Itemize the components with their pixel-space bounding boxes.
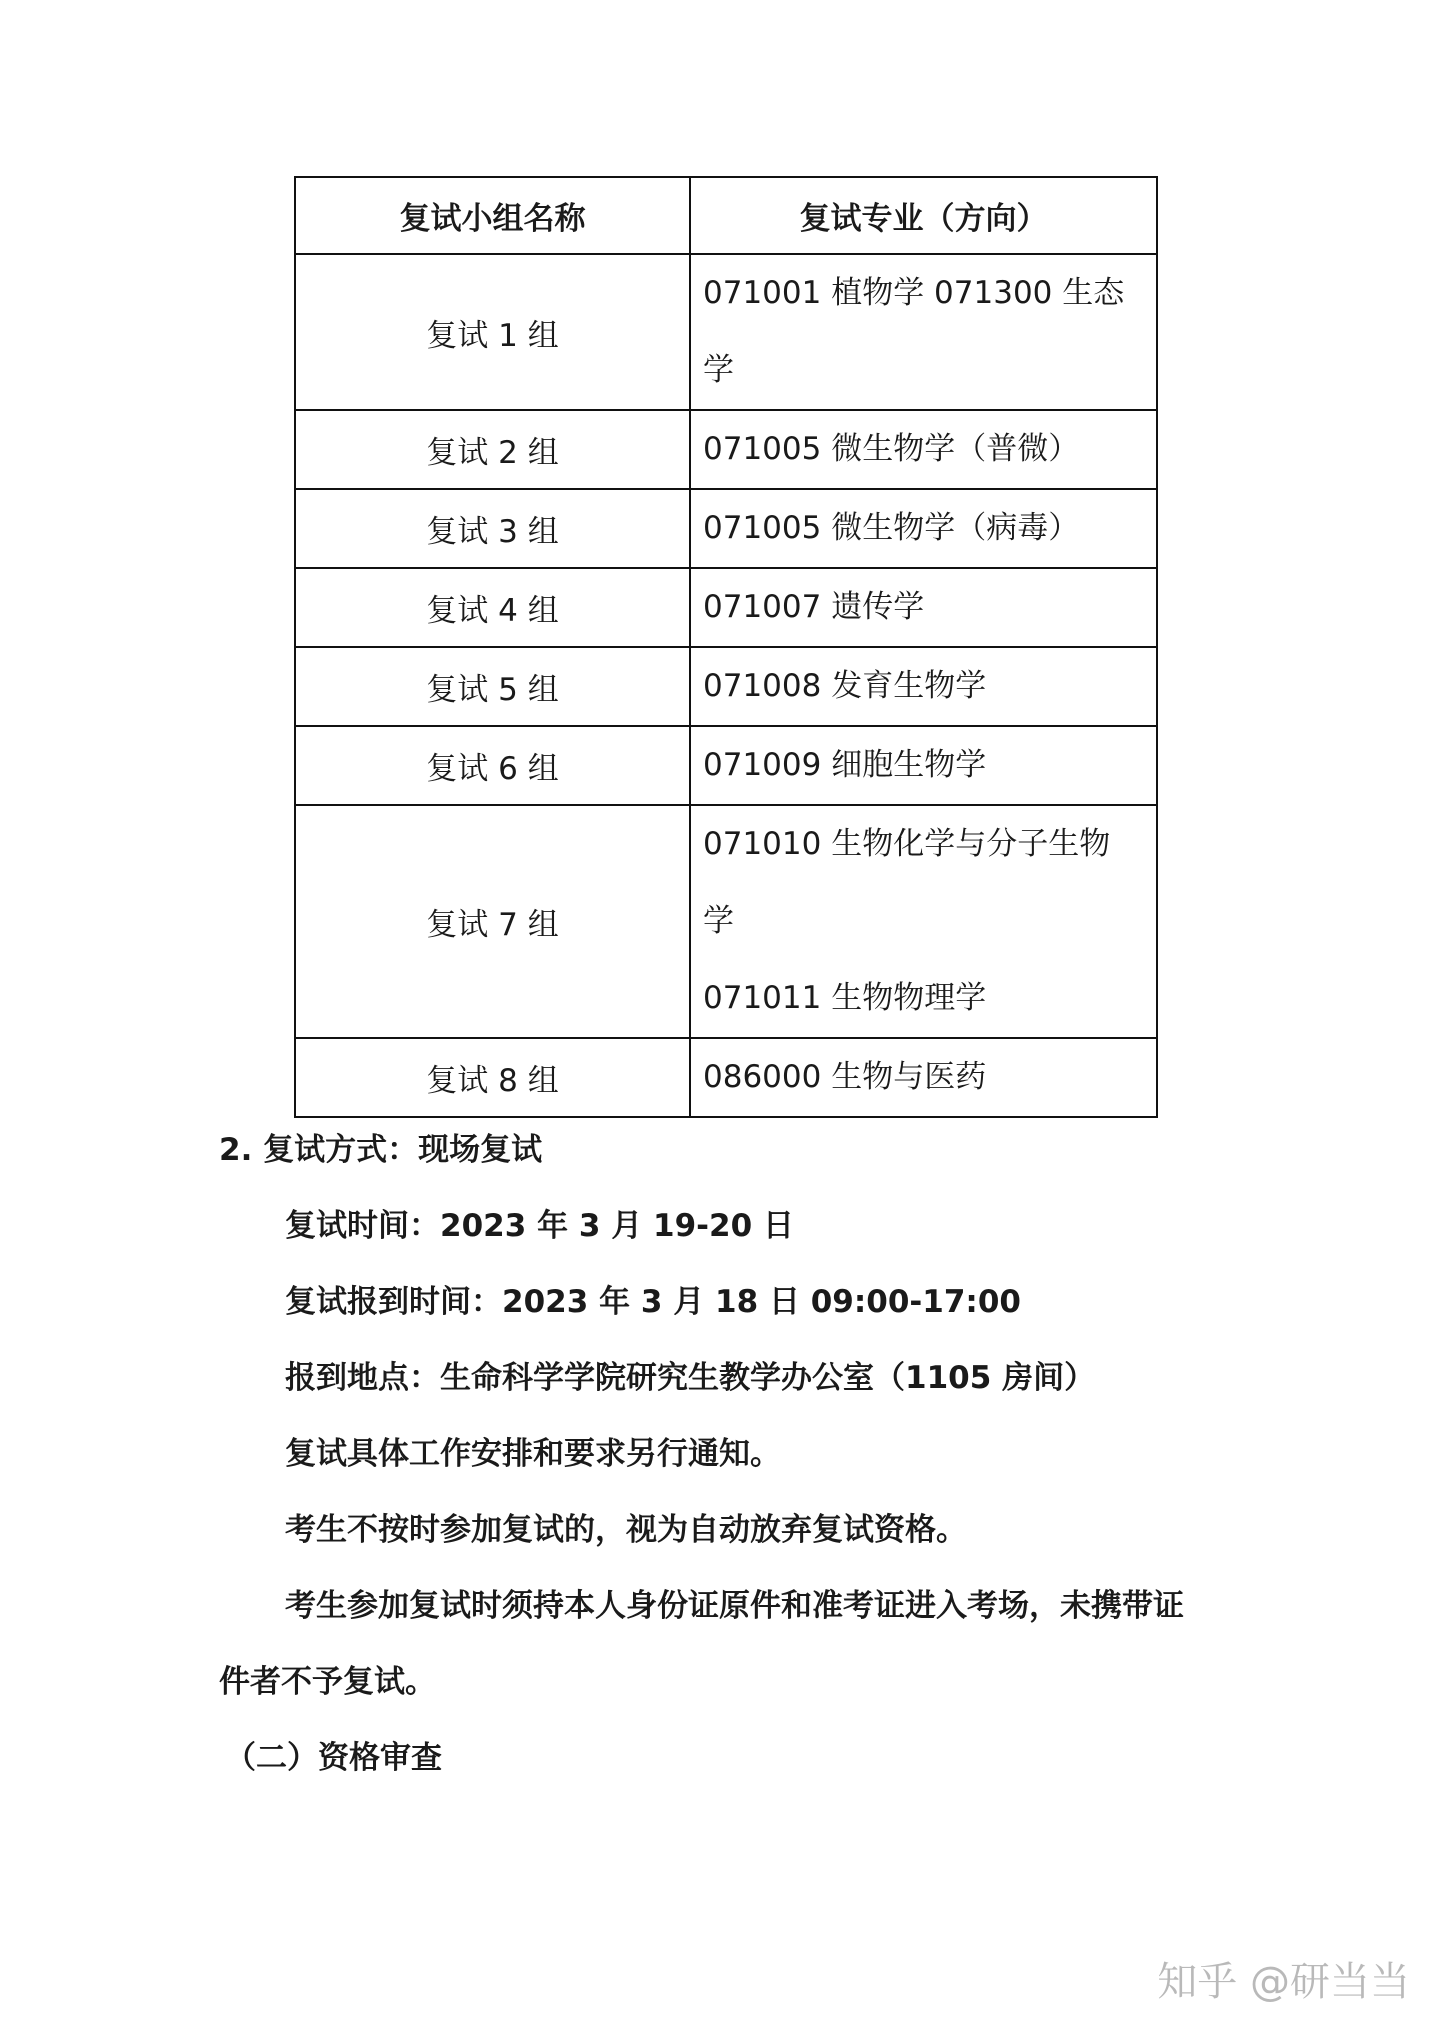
checkin-time: 复试报到时间：2023 年 3 月 18 日 09:00-17:00 bbox=[285, 1284, 1021, 1320]
major-line: 学 bbox=[703, 352, 734, 388]
group-name: 复试 8 组 bbox=[295, 1038, 690, 1117]
header-major: 复试专业（方向） bbox=[690, 177, 1157, 254]
exam-method: 2. 复试方式：现场复试 bbox=[219, 1132, 543, 1168]
major-line: 071008 发育生物学 bbox=[703, 668, 987, 704]
group-major bbox=[690, 254, 1157, 410]
table-row bbox=[295, 726, 1157, 805]
major-line: 071001 植物学 071300 生态 bbox=[703, 275, 1125, 311]
group-name: 复试 5 组 bbox=[295, 647, 690, 726]
table-row bbox=[295, 805, 1157, 1038]
major-line: 071010 生物化学与分子生物 bbox=[703, 826, 1111, 862]
checkin-location: 报到地点：生命科学学院研究生教学办公室（1105 房间） bbox=[285, 1360, 1096, 1396]
major-line: 071007 遗传学 bbox=[703, 589, 925, 625]
exam-time: 复试时间：2023 年 3 月 19-20 日 bbox=[285, 1208, 794, 1244]
group-major bbox=[690, 489, 1157, 568]
zhihu-watermark: 知乎 @研当当 bbox=[1157, 1959, 1410, 2005]
table-row bbox=[295, 489, 1157, 568]
header-group-name: 复试小组名称 bbox=[295, 177, 690, 254]
table-row bbox=[295, 568, 1157, 647]
group-name: 复试 7 组 bbox=[295, 805, 690, 1038]
group-major bbox=[690, 726, 1157, 805]
major-line: 学 bbox=[703, 903, 734, 939]
table-row bbox=[295, 1038, 1157, 1117]
exam-groups-table bbox=[294, 176, 1158, 1118]
group-major bbox=[690, 647, 1157, 726]
id-requirement-line1: 考生参加复试时须持本人身份证原件和准考证进入考场，未携带证 bbox=[285, 1588, 1184, 1624]
group-name: 复试 6 组 bbox=[295, 726, 690, 805]
table-row bbox=[295, 254, 1157, 410]
table-row bbox=[295, 647, 1157, 726]
major-line: 071005 微生物学（普微） bbox=[703, 431, 1080, 467]
group-name: 复试 1 组 bbox=[295, 254, 690, 410]
major-line: 086000 生物与医药 bbox=[703, 1059, 987, 1095]
major-line: 071011 生物物理学 bbox=[703, 980, 987, 1016]
absence-notice: 考生不按时参加复试的，视为自动放弃复试资格。 bbox=[285, 1512, 967, 1548]
section-heading: （二）资格审查 bbox=[225, 1740, 442, 1776]
major-line: 071009 细胞生物学 bbox=[703, 747, 987, 783]
id-requirement-line2: 件者不予复试。 bbox=[219, 1664, 436, 1700]
group-name: 复试 4 组 bbox=[295, 568, 690, 647]
table-header-row bbox=[295, 177, 1157, 254]
group-major bbox=[690, 805, 1157, 1038]
group-major bbox=[690, 410, 1157, 489]
arrangement-notice: 复试具体工作安排和要求另行通知。 bbox=[285, 1436, 781, 1472]
group-name: 复试 2 组 bbox=[295, 410, 690, 489]
group-name: 复试 3 组 bbox=[295, 489, 690, 568]
table-row bbox=[295, 410, 1157, 489]
group-major bbox=[690, 568, 1157, 647]
major-line: 071005 微生物学（病毒） bbox=[703, 510, 1080, 546]
group-major bbox=[690, 1038, 1157, 1117]
